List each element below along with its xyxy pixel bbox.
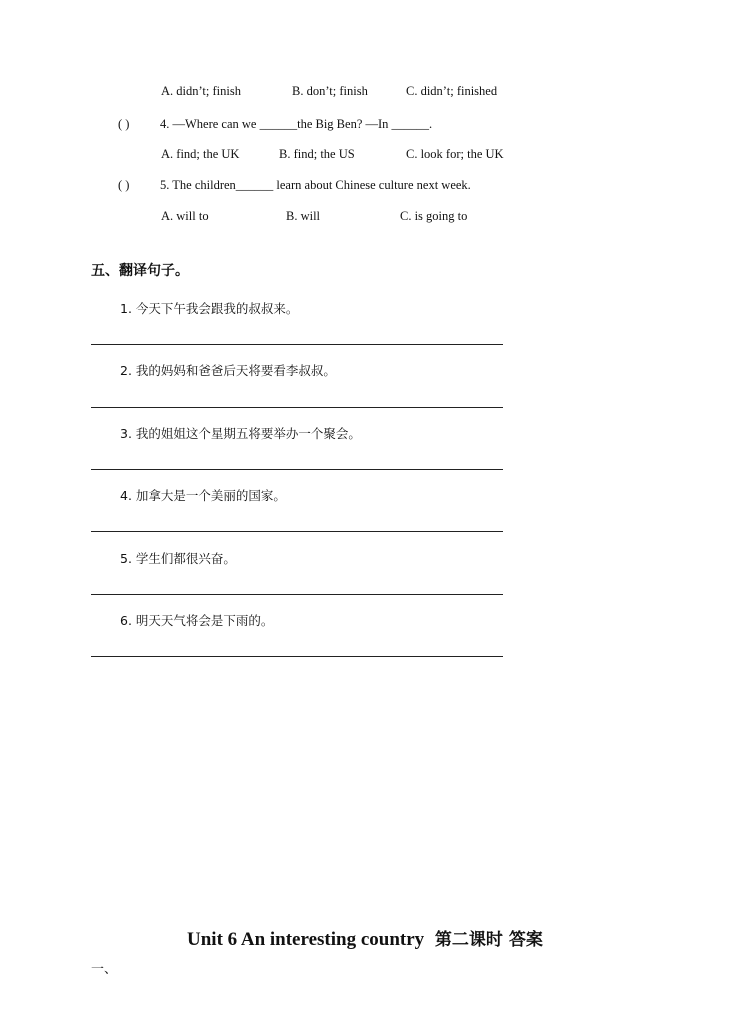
answer-line-3 bbox=[91, 469, 503, 470]
answer-line-5 bbox=[91, 594, 503, 595]
translation-item-6: 6. 明天天气将会是下雨的。 bbox=[120, 613, 274, 628]
translation-item-5: 5. 学生们都很兴奋。 bbox=[120, 551, 236, 566]
q3-option-b: B. don’t; finish bbox=[292, 84, 368, 98]
q4-option-b: B. find; the US bbox=[279, 147, 355, 161]
q5-option-b: B. will bbox=[286, 209, 321, 223]
q3-option-a: A. didn’t; finish bbox=[161, 84, 241, 98]
q4-answer-paren: ( ) bbox=[118, 117, 130, 131]
translation-item-4: 4. 加拿大是一个美丽的国家。 bbox=[120, 488, 286, 503]
answer-title-chinese: 第二课时 答案 bbox=[434, 930, 543, 950]
q5-answer-paren: ( ) bbox=[118, 178, 130, 192]
q4-option-c: C. look for; the UK bbox=[406, 147, 504, 161]
answer-line-6 bbox=[91, 656, 503, 657]
answer-title-english: Unit 6 An interesting country bbox=[187, 929, 425, 950]
q5-question: 5. The children______ learn about Chinese culture next week. bbox=[160, 178, 471, 192]
answer-section-1-label: 一、 bbox=[91, 962, 118, 977]
answer-line-1 bbox=[91, 344, 503, 345]
translation-item-1: 1. 今天下午我会跟我的叔叔来。 bbox=[120, 301, 299, 316]
answer-title bbox=[187, 925, 543, 951]
q5-option-c: C. is going to bbox=[400, 209, 468, 223]
answer-line-2 bbox=[91, 407, 503, 408]
answer-line-4 bbox=[91, 531, 503, 532]
section-5-heading: 五、翻译句子。 bbox=[91, 263, 189, 279]
q4-option-a: A. find; the UK bbox=[161, 147, 240, 161]
q3-option-c: C. didn’t; finished bbox=[406, 84, 498, 98]
translation-item-2: 2. 我的妈妈和爸爸后天将要看李叔叔。 bbox=[120, 363, 336, 378]
q4-question: 4. —Where can we ______the Big Ben? —In ______. bbox=[160, 117, 433, 131]
q5-option-a: A. will to bbox=[161, 209, 209, 223]
translation-item-3: 3. 我的姐姐这个星期五将要举办一个聚会。 bbox=[120, 426, 361, 441]
